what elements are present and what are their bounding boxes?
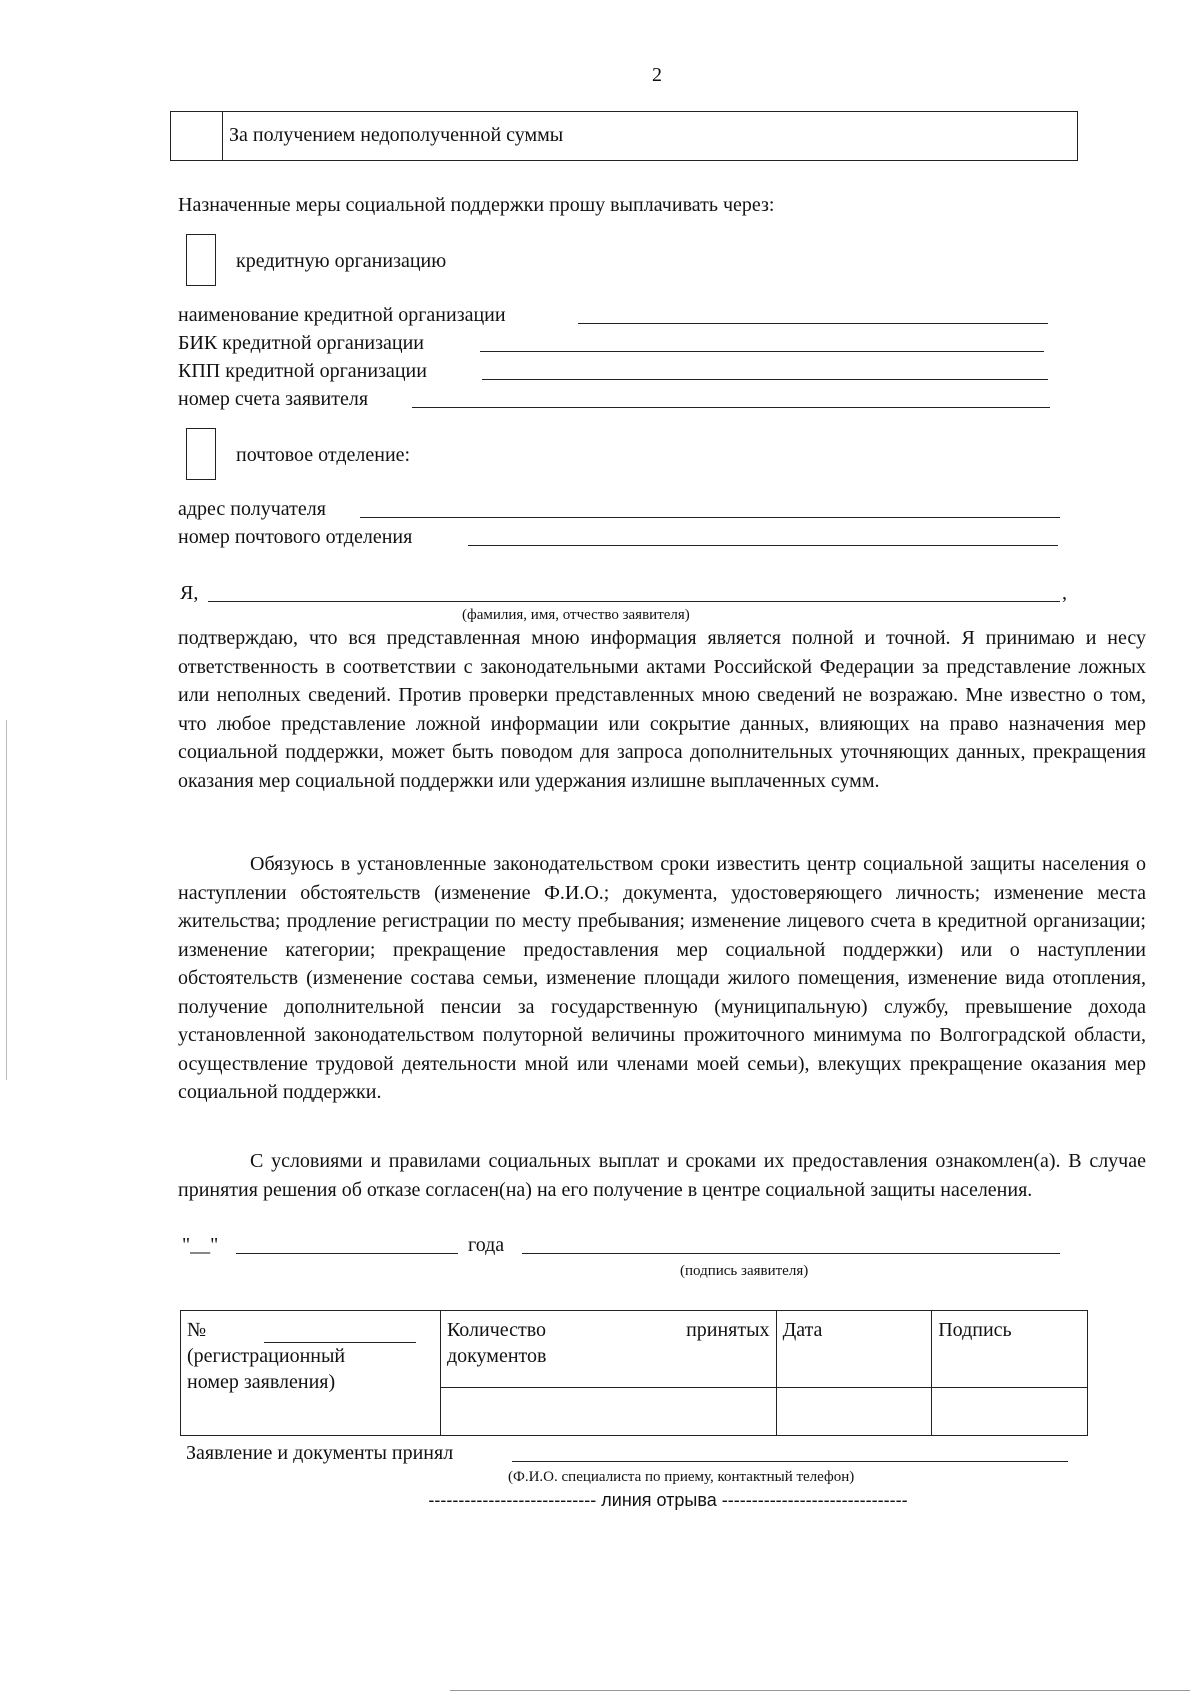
accepted-docs-label-right: принятых (686, 1319, 770, 1341)
post-office-checkbox[interactable] (186, 428, 216, 480)
registration-number-field[interactable] (264, 1324, 416, 1343)
date-value[interactable] (776, 1387, 932, 1435)
credit-org-option-label: кредитную организацию (236, 250, 447, 272)
credit-org-kpp-field[interactable] (482, 379, 1048, 380)
account-number-label: номер счета заявителя (178, 388, 369, 410)
date-header: Дата (776, 1311, 932, 1388)
recipient-address-field[interactable] (360, 517, 1060, 518)
payment-heading: Назначенные меры социальной поддержки прошу выплачивать через: (178, 194, 775, 216)
i-prefix: Я, (180, 582, 199, 604)
undelivered-sum-checkbox[interactable] (171, 112, 223, 160)
credit-org-bik-field[interactable] (480, 351, 1044, 352)
scan-bottom-line (450, 1690, 1190, 1691)
credit-org-checkbox[interactable] (186, 234, 216, 286)
date-month-field[interactable] (236, 1253, 458, 1254)
signature-header: Подпись (932, 1311, 1088, 1388)
applicant-name-caption: (фамилия, имя, отчество заявителя) (462, 607, 690, 623)
post-office-number-label: номер почтового отделения (178, 526, 413, 548)
credit-org-name-label: наименование кредитной организации (178, 304, 506, 326)
declaration-paragraph-3-text: С условиями и правилами социальных выплат и сроками их предоставления ознакомлен(а). В случае принятия решения об отказе согласен(на) на его получение в центре социальной защиты населения. (178, 1150, 1146, 1201)
declaration-paragraph-2 (178, 850, 1146, 1107)
accepted-docs-label: Количество документов (446, 1319, 547, 1367)
declaration-paragraph-3 (178, 1147, 1146, 1204)
signature-value[interactable] (932, 1387, 1088, 1435)
applicant-signature-caption: (подпись заявителя) (680, 1263, 809, 1279)
credit-org-name-field[interactable] (578, 323, 1048, 324)
undelivered-sum-row (170, 111, 1078, 161)
number-sign: № (187, 1319, 207, 1341)
registration-table (180, 1310, 1088, 1436)
registration-number-cell (181, 1311, 441, 1436)
scan-edge-mark (6, 720, 7, 1080)
declaration-paragraph-1-text: подтверждаю, что вся представленная мною информация является полной и точной. Я принимаю и несу ответственность в соответствии с законодательными актами Российской Федерации за представление ложных или неполных сведений. Против проверки представленных мною сведений не возражаю. Мне известно о том, что любое представление ложной информации или сокрытие данных, влияющих на право назначения мер социальной поддержки, может быть поводом для запроса дополнительных уточняющих данных, прекращения оказания мер социальной поддержки или удержания излишне выплаченных сумм. (178, 627, 1146, 792)
undelivered-sum-label: За получением недополученной суммы (229, 124, 564, 146)
accepted-docs-header (440, 1311, 776, 1388)
page-number: 2 (652, 64, 662, 86)
recipient-address-label: адрес получателя (178, 498, 326, 520)
post-office-number-field[interactable] (468, 545, 1058, 546)
account-number-field[interactable] (412, 407, 1050, 408)
name-comma: , (1062, 582, 1067, 604)
accepted-docs-value[interactable] (440, 1387, 776, 1435)
accepted-by-label: Заявление и документы принял (186, 1442, 454, 1464)
year-label: года (468, 1234, 505, 1256)
date-day-quotes: "__" (182, 1234, 219, 1256)
cut-line: ---------------------------- линия отрыва ------------------------------- (428, 1490, 908, 1510)
accepted-by-field[interactable] (512, 1461, 1068, 1462)
applicant-signature-field[interactable] (522, 1253, 1060, 1254)
post-office-option-label: почтовое отделение: (236, 444, 411, 466)
credit-org-kpp-label: КПП кредитной организации (178, 360, 427, 382)
declaration-paragraph-2-text: Обязуюсь в установленные законодательством сроки известить центр социальной защиты населения о наступлении обстоятельств (изменение Ф.И.О.; документа, удостоверяющего личность; изменение места жительства; продление регистрации по месту пребывания; изменение лицевого счета в кредитной организации; изменение категории; прекращение предоставления мер социальной поддержки) или о наступлении обстоятельств (изменение состава семьи, изменение площади жилого помещения, изменение вида отопления, получение дополнительной пенсии за государственную (муниципальную) службу, превышение дохода установленной законодательством полуторной величины прожиточного минимума по Волгоградской области, осуществление трудовой деятельности мной или членами моей семьи), влекущих прекращение оказания мер социальной поддержки. (178, 853, 1146, 1103)
registration-number-caption: (регистрационный номер заявления) (187, 1345, 346, 1393)
applicant-name-field[interactable] (208, 601, 1060, 602)
accepted-by-caption: (Ф.И.О. специалиста по приему, контактный телефон) (508, 1469, 855, 1485)
credit-org-bik-label: БИК кредитной организации (178, 332, 424, 354)
declaration-paragraph-1 (178, 624, 1146, 795)
